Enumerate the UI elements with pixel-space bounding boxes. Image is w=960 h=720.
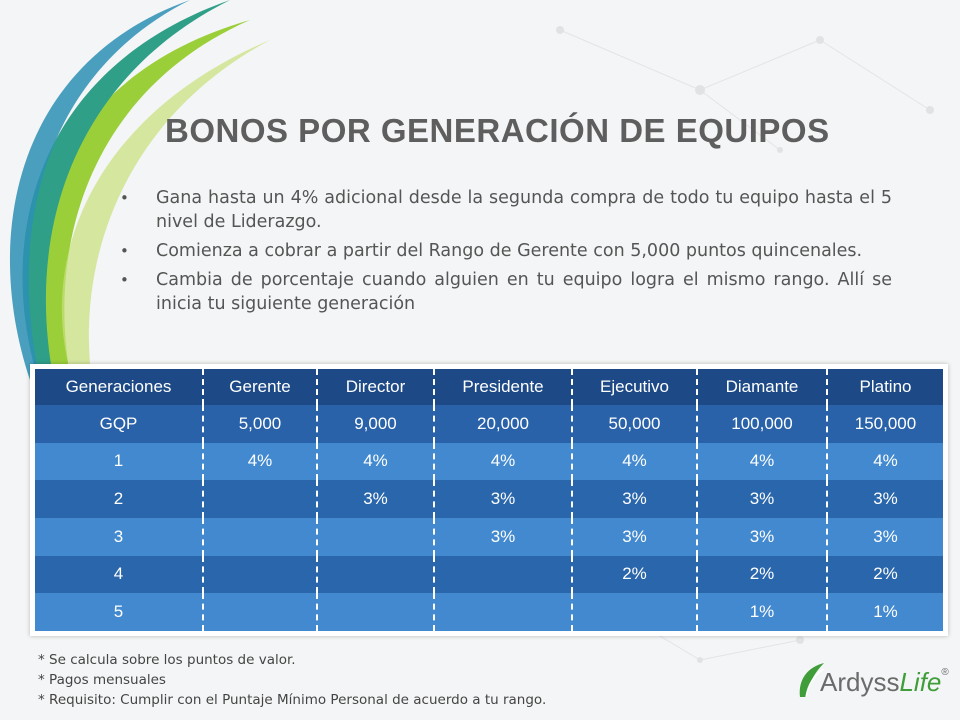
column-header: Generaciones — [35, 369, 203, 405]
table-cell: 3% — [697, 480, 827, 518]
table-cell: 4% — [434, 443, 572, 481]
bullet-list — [120, 186, 892, 321]
column-header: Director — [317, 369, 434, 405]
table-cell: 100,000 — [697, 405, 827, 443]
table-cell: 2% — [572, 556, 697, 594]
table-row — [35, 593, 943, 631]
footnote: * Requisito: Cumplir con el Puntaje Mínimo Personal de acuerdo a tu rango. — [38, 692, 547, 708]
table-cell: 3% — [317, 480, 434, 518]
table-cell — [572, 593, 697, 631]
table-header-row — [35, 369, 943, 405]
table-cell: 3% — [434, 480, 572, 518]
bonus-table-frame — [30, 364, 948, 636]
column-header: Platino — [827, 369, 943, 405]
table-cell: 1% — [827, 593, 943, 631]
table-cell: 2% — [827, 556, 943, 594]
table-cell — [203, 518, 317, 556]
bullet-icon: • — [120, 242, 129, 260]
bullet-icon: • — [120, 271, 129, 289]
table-cell: GQP — [35, 405, 203, 443]
table-cell — [203, 480, 317, 518]
table-cell: 2 — [35, 480, 203, 518]
bullet-item: • Gana hasta un 4% adicional desde la segunda compra de todo tu equipo hasta el 5 nivel de Liderazgo. — [120, 188, 892, 232]
table-cell: 4 — [35, 556, 203, 594]
table-cell: 150,000 — [827, 405, 943, 443]
table-cell: 5,000 — [203, 405, 317, 443]
table-cell: 2% — [697, 556, 827, 594]
table-cell: 5 — [35, 593, 203, 631]
table-cell: 3 — [35, 518, 203, 556]
table-cell: 3% — [827, 480, 943, 518]
page-title: BONOS POR GENERACIÓN DE EQUIPOS — [165, 112, 830, 149]
bullet-item: • Cambia de porcentaje cuando alguien en tu equipo logra el mismo rango. Allí se inicia tu siguiente generación — [120, 270, 892, 314]
table-cell: 50,000 — [572, 405, 697, 443]
table-cell: 3% — [827, 518, 943, 556]
table-cell: 9,000 — [317, 405, 434, 443]
table-cell — [203, 593, 317, 631]
table-row — [35, 405, 943, 443]
table-cell: 3% — [572, 480, 697, 518]
table-row — [35, 556, 943, 594]
ardyss-life-logo: ArdyssLife® — [796, 661, 946, 711]
table-cell: 4% — [203, 443, 317, 481]
column-header: Ejecutivo — [572, 369, 697, 405]
table-cell: 3% — [572, 518, 697, 556]
table-cell — [434, 593, 572, 631]
table-cell — [434, 556, 572, 594]
table-row — [35, 443, 943, 481]
bonus-table — [35, 369, 943, 631]
table-cell — [317, 593, 434, 631]
table-cell — [203, 556, 317, 594]
footnote: * Pagos mensuales — [38, 672, 166, 688]
footnote: * Se calcula sobre los puntos de valor. — [38, 652, 296, 668]
table-row — [35, 518, 943, 556]
table-cell: 20,000 — [434, 405, 572, 443]
table-cell — [317, 518, 434, 556]
table-cell: 4% — [827, 443, 943, 481]
bullet-item: • Comienza a cobrar a partir del Rango de Gerente con 5,000 puntos quincenales. — [120, 241, 863, 261]
table-cell: 4% — [317, 443, 434, 481]
table-cell: 3% — [697, 518, 827, 556]
column-header: Diamante — [697, 369, 827, 405]
table-row — [35, 480, 943, 518]
column-header: Presidente — [434, 369, 572, 405]
table-cell: 1% — [697, 593, 827, 631]
table-cell: 1 — [35, 443, 203, 481]
table-cell: 4% — [572, 443, 697, 481]
table-cell — [317, 556, 434, 594]
footnotes — [38, 650, 546, 710]
column-header: Gerente — [203, 369, 317, 405]
table-cell: 3% — [434, 518, 572, 556]
table-cell: 4% — [697, 443, 827, 481]
bullet-icon: • — [120, 189, 129, 207]
